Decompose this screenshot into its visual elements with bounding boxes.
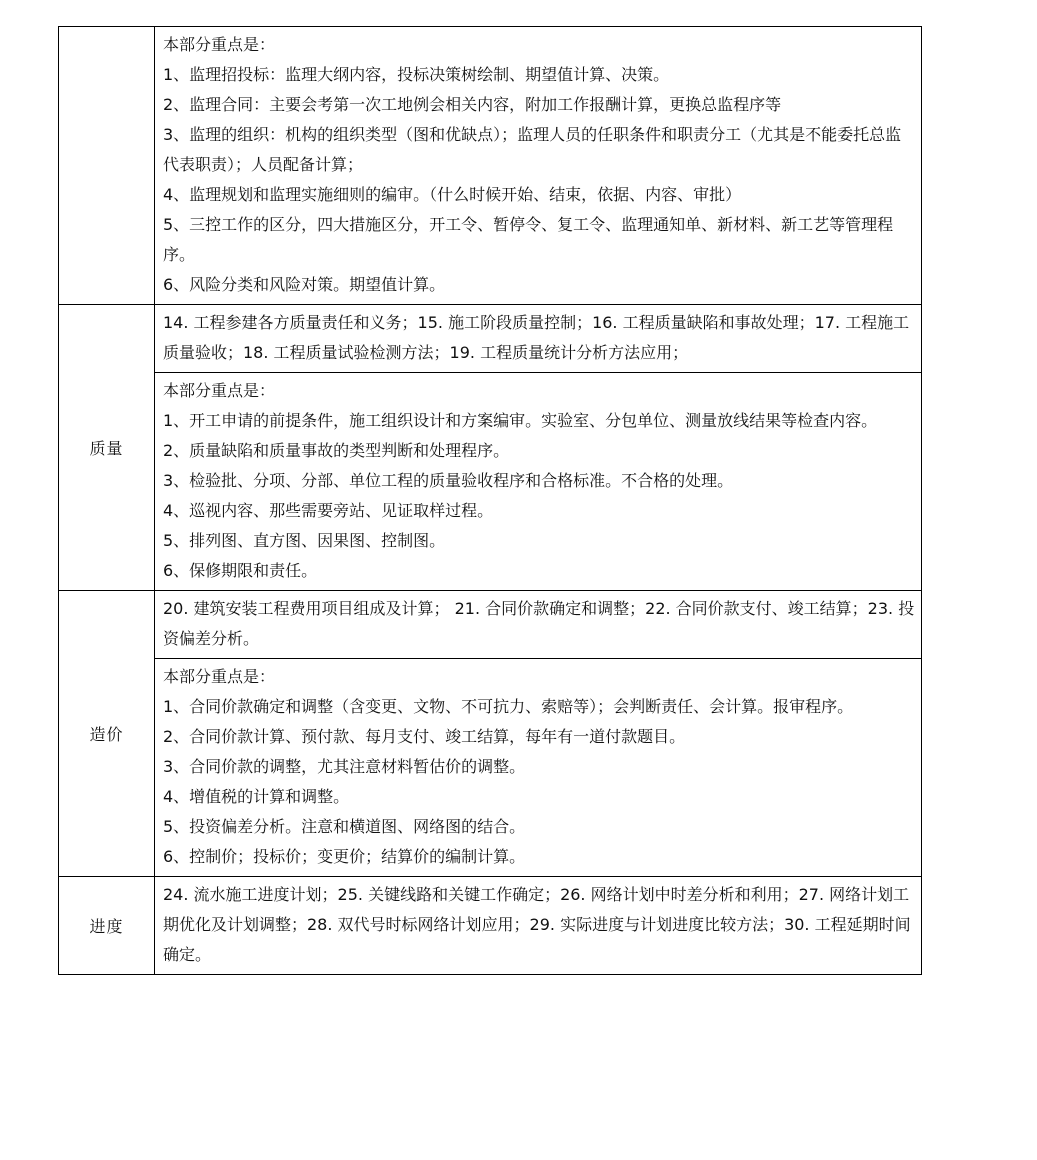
- content-line: 4、巡视内容、那些需要旁站、见证取样过程。: [163, 501, 494, 520]
- table-row: [59, 877, 922, 975]
- category-cell: [59, 591, 155, 877]
- content-line: 2、监理合同：主要会考第一次工地例会相关内容，附加工作报酬计算，更换总监程序等: [163, 95, 782, 114]
- content-line: 6、保修期限和责任。: [163, 561, 318, 580]
- category-label: 进度: [89, 917, 124, 936]
- content-line: 4、增值税的计算和调整。: [163, 787, 350, 806]
- category-cell: [59, 27, 155, 305]
- content-line: 6、控制价；投标价；变更价；结算价的编制计算。: [163, 847, 526, 866]
- content-line: 5、三控工作的区分，四大措施区分，开工令、暂停令、复工令、监理通知单、新材料、新工艺等管理程序。: [163, 215, 894, 264]
- content-line: 本部分重点是：: [163, 381, 276, 400]
- content-cell: [155, 659, 922, 877]
- content-line: 3、监理的组织：机构的组织类型（图和优缺点）；监理人员的任职条件和职责分工（尤其是不能委托总监代表职责）；人员配备计算；: [163, 125, 902, 174]
- content-line: 1、监理招投标：监理大纲内容，投标决策树绘制、期望值计算、决策。: [163, 65, 670, 84]
- category-cell: [59, 877, 155, 975]
- content-cell: [155, 877, 922, 975]
- table-row: [59, 591, 922, 659]
- content-line: 2、合同价款计算、预付款、每月支付、竣工结算，每年有一道付款题目。: [163, 727, 686, 746]
- table-row: [59, 305, 922, 373]
- table-row: [59, 659, 922, 877]
- content-line: 本部分重点是：: [163, 667, 276, 686]
- content-cell: [155, 373, 922, 591]
- content-line: 14. 工程参建各方质量责任和义务；15. 施工阶段质量控制；16. 工程质量缺陷和事故处理；17. 工程施工质量验收；18. 工程质量试验检测方法；19. 工程质量统计分析方法应用；: [163, 313, 910, 362]
- table-row: [59, 373, 922, 591]
- category-label: 质量: [89, 439, 124, 458]
- content-line: 24. 流水施工进度计划；25. 关键线路和关键工作确定；26. 网络计划中时差分析和利用；27. 网络计划工期优化及计划调整；28. 双代号时标网络计划应用；29. 实际进度与计划进度比较方法；30. 工程延期时间确定。: [163, 885, 911, 964]
- content-line: 本部分重点是：: [163, 35, 276, 54]
- content-line: 1、合同价款确定和调整（含变更、文物、不可抗力、索赔等）；会判断责任、会计算。报审程序。: [163, 697, 854, 716]
- content-line: 5、排列图、直方图、因果图、控制图。: [163, 531, 446, 550]
- content-cell: [155, 591, 922, 659]
- content-line: 4、监理规划和监理实施细则的编审。（什么时候开始、结束，依据、内容、审批）: [163, 185, 742, 204]
- content-line: 3、合同价款的调整，尤其注意材料暂估价的调整。: [163, 757, 526, 776]
- category-label: 造价: [89, 725, 124, 744]
- content-line: 20. 建筑安装工程费用项目组成及计算； 21. 合同价款确定和调整；22. 合同价款支付、竣工结算；23. 投资偏差分析。: [163, 599, 915, 648]
- content-cell: [155, 27, 922, 305]
- table-row: [59, 27, 922, 305]
- category-cell: [59, 305, 155, 591]
- content-cell: [155, 305, 922, 373]
- content-line: 5、投资偏差分析。注意和横道图、网络图的结合。: [163, 817, 526, 836]
- content-line: 3、检验批、分项、分部、单位工程的质量验收程序和合格标准。不合格的处理。: [163, 471, 734, 490]
- syllabus-table: [58, 26, 922, 975]
- content-line: 1、开工申请的前提条件，施工组织设计和方案编审。实验室、分包单位、测量放线结果等检查内容。: [163, 411, 878, 430]
- content-line: 2、质量缺陷和质量事故的类型判断和处理程序。: [163, 441, 510, 460]
- content-line: 6、风险分类和风险对策。期望值计算。: [163, 275, 446, 294]
